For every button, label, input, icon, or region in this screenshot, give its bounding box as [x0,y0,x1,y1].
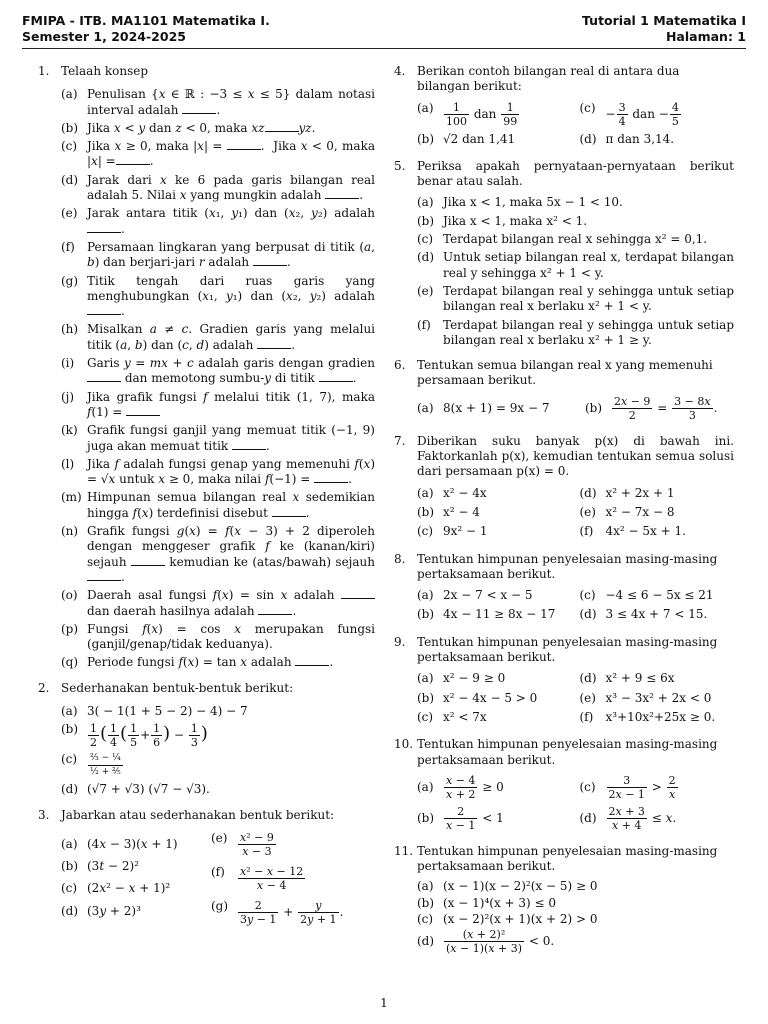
item-text: (3t − 2)² [87,859,139,874]
item-text: x³+10x²+25x ≥ 0. [605,709,716,724]
list-item [585,395,734,422]
header-semester: Semester 1, 2024-2025 [22,29,186,44]
list-item [580,805,735,832]
question-number: 5. [394,158,406,173]
item-text: Himpunan semua bilangan real x sedemikian hingga f(x) terdefinisi disebut . [87,490,375,520]
item-text: Penulisan {x ∈ ℝ : −3 ≤ x ≤ 5} dalam notasi interval adalah . [87,87,376,117]
list-item [61,881,211,896]
question-number: 1. [38,64,50,78]
item-text: Fungsi f(x) = cos x merupakan fungsi (ganjil/genap/tidak keduanya). [87,621,375,652]
question-title: Periksa apakah pernyataan-pernyataan berikut benar atau salah. [417,158,734,189]
item-label: (c) [417,232,434,247]
item-label: (a) [417,485,434,500]
item-text: Jika x < 1, maka 5x − 1 < 10. [443,195,623,210]
list-item [61,139,375,170]
item-text: $\frac{\text{(x + 2)²}}{(x - 1)(x + 3)}$ < 0. [446,928,555,956]
list-item [61,837,211,852]
list-item [61,588,375,619]
item-text: Jarak dari x ke 6 pada garis bilangan real adalah 5. Nilai x yang mungkin adalah . [87,172,375,203]
item-text: − $\frac{3}{4}$ dan − $\frac{4}{5}$ [605,100,679,128]
item-label: (f) [417,317,431,332]
item-text: x² − 4x − 5 > 0 [443,690,538,705]
question-6 [394,358,734,424]
item-label: (a) [417,400,434,415]
left-column [38,64,375,943]
list-item [61,752,375,779]
item-label: (c) [417,524,434,539]
list-item [61,704,375,719]
item-label: (d) [61,903,79,918]
item-label: (f) [61,239,75,254]
list-item [61,87,375,118]
item-text: Periode fungsi f(x) = tan x adalah . [87,655,334,670]
item-label: (f) [579,709,594,724]
item-label: (o) [61,588,78,603]
item-label: (d) [579,607,597,622]
question-title: Tentukan semua bilangan real x yang memenuhi persamaan berikut. [417,358,713,388]
item-label: (h) [61,322,79,337]
question-10 [394,737,734,834]
item-text: Jarak antara titik (x₁, y₁) dan (x₂, y₂) adalah . [87,206,375,236]
item-text: $\frac{1}{100}$ dan $\frac{1}{99}$ [446,100,518,128]
item-text: π dan 3,14. [605,131,675,146]
list-item [417,691,572,706]
question-9 [394,635,734,727]
question-2-items [61,704,375,798]
item-text: $\frac{x - 4}{x + 2}$ ≥ 0 [446,773,504,801]
question-title: Tentukan himpunan penyelesaian masing-masing pertaksamaan berikut. [417,551,718,581]
list-item [61,859,211,874]
item-text: $\frac{1}{2}$ ( $\frac{1}{4}$ ( $\frac{1}{5}$ + $\frac{1}{6}$ ) − $\frac{1}{3}$ ) [90,722,208,750]
item-text: Jika f adalah fungsi genap yang memenuhi f(x) = √x untuk x ≥ 0, maka nilai f(−1) = . [87,456,376,487]
question-4 [394,64,734,149]
item-text: $\frac{\text{⅔ − ¼}}{\text{½ + ⅖}}$ [90,753,121,778]
item-text: $\frac{2}{x - 1}$ < 1 [446,804,504,832]
item-label: (e) [417,283,434,298]
list-item [417,879,734,894]
item-text: (2x² − x + 1)² [87,881,171,896]
list-item [417,318,734,349]
item-label: (c) [61,881,78,896]
item-text: Persamaan lingkaran yang berpusat di titik (a, b) dan berjari-jari r adalah . [87,239,375,270]
list-item [417,912,734,927]
list-item [61,782,375,797]
item-text: 2x − 7 < x − 5 [443,588,533,603]
list-item [61,622,375,653]
question-number: 11. [394,843,414,858]
item-text: $\frac{\text{x² − 9}}{x - 3}$ [240,830,274,858]
item-label: (d) [579,485,597,500]
item-text: x² − 4 [443,504,480,519]
question-6-items [417,395,734,424]
list-item [417,774,572,801]
list-item [417,232,734,247]
item-label: (b) [417,213,435,228]
item-text: $\frac{3}{2x - 1}$ > $\frac{2}{x}$ [608,773,676,801]
item-text: 9x² − 1 [443,524,488,539]
item-label: (c) [579,779,596,794]
item-text: $\frac{2x - 9}{2}$ = $\frac{3 - 8x}{3}$ . [614,394,718,422]
list-item [61,356,375,387]
list-item [417,607,572,622]
question-title: Jabarkan atau sederhanakan bentuk berikut: [61,807,335,822]
list-item [61,274,375,320]
list-item [580,524,735,539]
item-text: x² + 9 ≤ 6x [605,671,675,686]
header-tutorial: Tutorial 1 Matematika I [582,13,746,28]
list-item [580,486,735,501]
item-label: (c) [417,709,434,724]
item-text: Garis y = mx + c adalah garis dengan gradien dan memotong sumbu-y di titik . [87,356,375,386]
list-item [417,101,572,128]
list-item [417,195,734,210]
item-text: Grafik fungsi g(x) = f(x − 3) + 2 diperoleh dengan menggeser grafik f ke (kanan/kiri) sejauh kemudian ke (atas/bawah) sejauh . [87,524,375,584]
item-label: (n) [61,524,79,539]
item-text: x² − 4x [443,485,487,500]
list-item [61,722,375,749]
list-item [417,250,734,281]
item-label: (d) [579,131,597,146]
item-label: (b) [417,690,435,705]
question-11 [394,844,734,955]
question-number: 8. [394,551,406,566]
item-text: x³ − 3x² + 2x < 0 [605,690,712,705]
list-item [417,524,572,539]
item-label: (c) [579,100,596,115]
item-text: Terdapat bilangan real y sehingga untuk setiap bilangan real x berlaku x² + 1 ≥ y. [443,317,734,347]
item-label: (a) [417,195,434,210]
list-item [417,505,572,520]
item-label: (d) [417,934,435,949]
list-item [417,132,572,147]
item-label: (g) [211,898,229,913]
item-label: (l) [61,456,75,471]
question-title: Tentukan himpunan penyelesaian masing-masing pertaksamaan berikut. [417,737,718,767]
item-label: (b) [417,810,435,825]
item-text: Jika grafik fungsi f melalui titik (1, 7), maka f(1) = [87,389,375,419]
item-label: (e) [579,690,596,705]
question-title: Telaah konsep [61,64,149,78]
list-item [580,774,735,801]
item-text: (x − 1)(x − 2)²(x − 5) ≥ 0 [443,879,598,894]
item-label: (k) [61,423,78,438]
item-label: (b) [585,400,603,415]
question-3 [38,808,375,933]
question-4-items [417,101,734,149]
item-label: (m) [61,490,82,505]
item-text: (3y + 2)³ [87,903,141,918]
item-label: (c) [579,588,596,603]
question-7-items [417,486,734,542]
question-number: 4. [394,64,406,78]
item-text: $\frac{2x + 3}{x + 4}$ ≤ x. [608,804,677,832]
question-5 [394,159,734,348]
question-title: Berikan contoh bilangan real di antara dua bilangan berikut: [417,64,680,94]
item-text: 4x² − 5x + 1. [605,524,686,539]
page-header [22,13,746,45]
item-text: (√7 + √3) (√7 − √3). [87,782,210,797]
item-label: (e) [579,504,596,519]
question-11-items [417,879,734,955]
item-label: (d) [417,250,435,265]
question-number: 3. [38,807,50,822]
item-text: $\frac{2}{3y - 1}$ + $\frac{y}{2y + 1}$ . [240,898,344,926]
item-label: (a) [61,703,78,718]
question-title: Diberikan suku banyak p(x) di bawah ini. Faktorkanlah p(x), kemudian tentukan semua solusi dari persamaan p(x) = 0. [417,433,734,479]
list-item [61,490,375,521]
item-label: (d) [579,810,597,825]
list-item [417,805,572,832]
item-label: (a) [61,836,78,851]
list-item [61,173,375,204]
list-item [417,395,577,422]
item-label: (p) [61,621,79,636]
question-10-items [417,774,734,834]
item-text: 3 ≤ 4x + 7 < 15. [605,607,708,622]
list-item [61,322,375,353]
question-7 [394,434,734,542]
list-item [417,588,572,603]
list-item [580,710,735,725]
list-item [417,214,734,229]
question-3-items [61,831,375,933]
question-number: 9. [394,634,406,649]
question-8-items [417,588,734,625]
list-item [580,132,735,147]
item-label: (f) [211,864,225,879]
item-label: (a) [417,671,434,686]
item-text: $\frac{\text{x² − x − 12}}{x - 4}$ [240,864,304,892]
item-label: (b) [61,859,79,874]
list-item [417,671,572,686]
item-label: (c) [61,139,78,154]
list-item [580,101,735,128]
item-text: −4 ≤ 6 − 5x ≤ 21 [605,588,714,603]
item-text: (x − 2)²(x + 1)(x + 2) > 0 [443,911,598,926]
item-label: (a) [417,779,434,794]
list-item [417,486,572,501]
list-item [61,904,211,919]
item-text: Terdapat bilangan real x sehingga x² = 0,1. [443,232,708,247]
item-text: 4x − 11 ≥ 8x − 17 [443,607,556,622]
item-text: Misalkan a ≠ c. Gradien garis yang melalui titik (a, b) dan (c, d) adalah . [87,322,376,352]
list-item [580,607,735,622]
item-label: (b) [61,722,79,737]
item-text: Untuk setiap bilangan real x, terdapat bilangan real y sehingga x² + 1 < y. [443,250,734,280]
list-item [61,121,375,136]
list-item [61,240,375,271]
item-label: (c) [61,752,78,767]
question-5-items [417,195,734,348]
question-number: 10. [394,737,414,752]
list-item [580,588,735,603]
item-label: (d) [61,172,79,187]
item-label: (f) [579,524,594,539]
item-label: (d) [61,782,79,797]
item-text: Jika x < 1, maka x² < 1. [443,213,588,228]
item-text: Jika x < y dan z < 0, maka xz yz. [87,120,316,135]
item-label: (a) [417,588,434,603]
question-title: Tentukan himpunan penyelesaian masing-masing pertaksamaan berikut. [417,634,718,665]
item-text: √2 dan 1,41 [443,131,516,146]
item-label: (b) [417,607,435,622]
question-3-right [211,831,375,933]
list-item [61,457,375,488]
item-text: x² − 7x − 8 [605,504,675,519]
list-item [61,524,375,585]
list-item [61,423,375,454]
item-text: x² + 2x + 1 [605,485,675,500]
list-item [211,831,375,858]
list-item [211,865,375,892]
list-item [61,206,375,237]
item-text: 8(x + 1) = 9x − 7 [443,400,550,415]
header-page: Halaman: 1 [665,29,746,44]
list-item [61,390,375,421]
question-1-items [61,87,375,670]
list-item [417,284,734,315]
question-number: 7. [394,433,406,448]
item-text: x² − 9 ≥ 0 [443,671,506,686]
item-label: (e) [211,830,228,845]
item-label: (q) [61,655,79,670]
header-rule [22,48,746,49]
item-text: Titik tengah dari ruas garis yang menghubungkan (x₁, y₁) dan (x₂, y₂) adalah . [87,273,375,319]
item-label: (a) [417,100,434,115]
list-item [61,655,375,670]
item-label: (i) [61,356,75,371]
right-column [394,64,734,965]
item-text: Jika x ≥ 0, maka |x| = . Jika x < 0, maka |x| = . [87,139,376,169]
item-text: Terdapat bilangan real y sehingga untuk setiap bilangan real x berlaku x² + 1 < y. [443,283,734,314]
item-label: (g) [61,273,79,288]
question-2 [38,681,375,798]
question-number: 2. [38,680,50,695]
question-3-left [61,831,211,933]
item-label: (a) [417,879,434,894]
list-item [417,896,734,911]
item-text: (x − 1)⁴(x + 3) ≤ 0 [443,895,557,910]
list-item [580,691,735,706]
question-8 [394,552,734,625]
page-number: 1 [380,996,388,1010]
item-text: Daerah asal fungsi f(x) = sin x adalah dan daerah hasilnya adalah . [87,588,375,619]
question-1 [38,64,375,671]
item-label: (b) [417,131,435,146]
question-title: Tentukan himpunan penyelesaian masing-masing pertaksamaan berikut. [417,843,718,874]
item-label: (j) [61,389,75,404]
item-label: (c) [417,911,434,926]
list-item [417,928,734,955]
item-label: (b) [417,895,435,910]
item-text: x² < 7x [443,709,487,724]
item-text: Grafik fungsi ganjil yang memuat titik (−1, 9) juga akan memuat titik . [87,423,375,453]
question-title: Sederhanakan bentuk-bentuk berikut: [61,680,294,695]
item-text: 3( − 1(1 + 5 − 2) − 4) − 7 [87,703,248,718]
item-label: (b) [61,120,79,135]
item-label: (e) [61,206,78,221]
item-label: (b) [417,504,435,519]
question-9-items [417,671,734,727]
question-number: 6. [394,358,406,373]
list-item [580,505,735,520]
list-item [211,899,375,926]
header-course: FMIPA - ITB. MA1101 Matematika I. [22,13,270,28]
item-label: (a) [61,87,78,102]
list-item [580,671,735,686]
list-item [417,710,572,725]
item-text: (4x − 3)(x + 1) [87,836,178,851]
item-label: (d) [579,671,597,686]
